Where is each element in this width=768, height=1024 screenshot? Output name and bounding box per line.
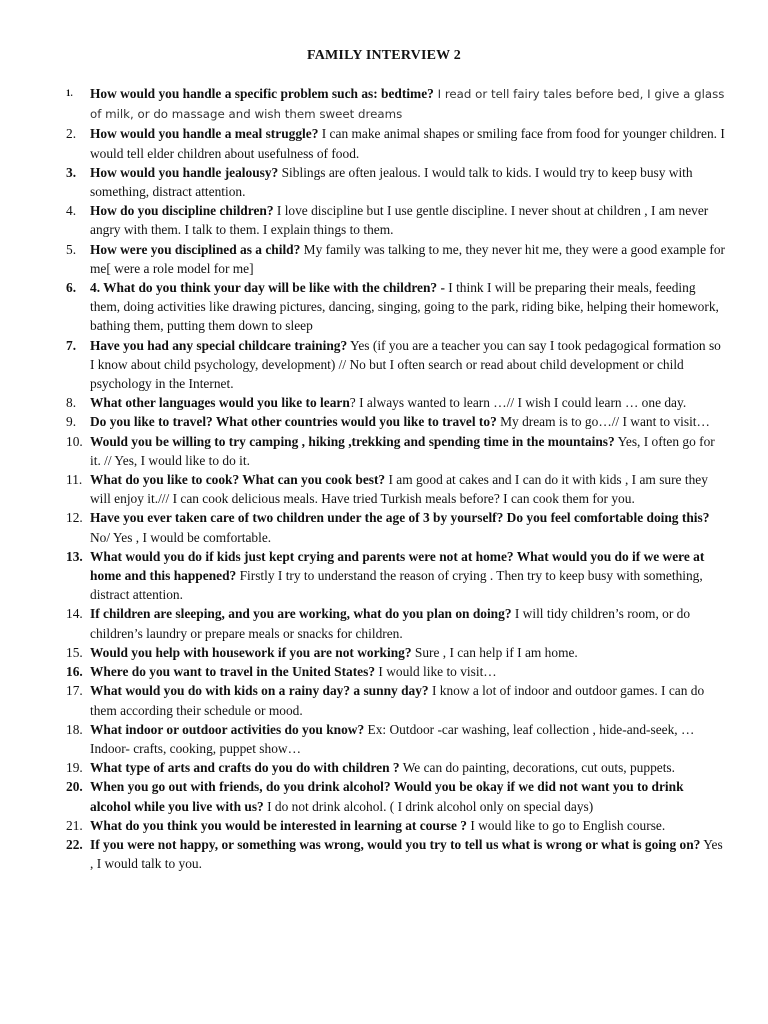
item-number: 11. bbox=[66, 472, 83, 488]
question-text: What would you do if kids just kept crying and parents were not at home? What would you do if we were at home and this happened? bbox=[90, 548, 705, 584]
item-text bbox=[90, 393, 726, 412]
question-text: How do you discipline children? bbox=[90, 203, 274, 219]
answer-text: I know a lot of indoor and outdoor games. I can do them according their schedule or mood. bbox=[90, 683, 705, 718]
answer-text: Yes (if you are a teacher you can say I took pedagogical formation so I know about child psychology, development) // No but I often search or read about child development or child psychology in the Internet. bbox=[90, 337, 721, 392]
answer-text: I would like to go to English course. bbox=[466, 817, 666, 833]
answer-text: ? I always wanted to learn …// I wish I could learn … one day. bbox=[349, 395, 687, 411]
item-text bbox=[90, 84, 726, 124]
answer-text: I love discipline but I use gentle discipline. I never shout at children , I am never angry with them. I talk to them. I explain things to them. bbox=[90, 203, 709, 238]
item-number: 7. bbox=[66, 337, 77, 353]
answer-text: Ex: Outdoor -car washing, leaf collection , hide-and-seek, …Indoor- crafts, cooking, puppet show… bbox=[90, 721, 695, 756]
item-text bbox=[90, 662, 726, 681]
item-number: 22. bbox=[66, 836, 83, 852]
answer-text: Firstly I try to understand the reason of crying . Then try to keep busy with something, distract attention. bbox=[90, 568, 703, 603]
question-text: Where do you want to travel in the United States? bbox=[90, 664, 376, 680]
item-number: 19. bbox=[66, 760, 83, 776]
list-item bbox=[66, 84, 726, 124]
question-text: What indoor or outdoor activities do you know? bbox=[90, 721, 365, 737]
item-number: 15. bbox=[66, 644, 83, 660]
question-text: If children are sleeping, and you are working, what do you plan on doing? bbox=[90, 606, 512, 622]
question-text: How were you disciplined as a child? bbox=[90, 241, 301, 257]
item-number: 1. bbox=[66, 88, 73, 98]
item-text bbox=[90, 240, 726, 278]
item-text bbox=[90, 278, 726, 336]
item-number: 5. bbox=[66, 241, 77, 257]
item-text bbox=[90, 643, 726, 662]
list-item bbox=[66, 432, 726, 470]
list-item bbox=[66, 508, 726, 546]
question-text: When you go out with friends, do you drink alcohol? Would you be okay if we did not want you to drink alcohol while you live with us? bbox=[90, 779, 684, 814]
item-text bbox=[90, 835, 726, 873]
answer-text: My family was talking to me, they never hit me, they were a good example for me[ were a role model for me] bbox=[90, 241, 725, 276]
item-text bbox=[90, 124, 726, 162]
question-text: What would you do with kids on a rainy day? a sunny day? bbox=[90, 683, 429, 699]
question-text: Would you help with housework if you are not working? bbox=[90, 644, 412, 660]
question-text: Would you be willing to try camping , hiking ,trekking and spending time in the mountains? bbox=[90, 433, 615, 449]
question-text: How would you handle jealousy? bbox=[90, 164, 279, 180]
list-item bbox=[66, 758, 726, 777]
list-item bbox=[66, 662, 726, 681]
question-text: If you were not happy, or something was wrong, would you try to tell us what is wrong or what is going on? bbox=[90, 836, 701, 852]
item-number: 6. bbox=[66, 280, 77, 296]
answer-text: Sure , I can help if I am home. bbox=[411, 644, 578, 660]
answer-text: I can make animal shapes or smiling face from food for younger children. I would tell elder children about usefulness of food. bbox=[90, 126, 725, 161]
item-number: 10. bbox=[66, 433, 83, 449]
answer-text: I will tidy children’s room, or do children’s laundry or prepare meals or snacks for children. bbox=[90, 606, 691, 641]
item-text bbox=[90, 432, 726, 470]
list-item bbox=[66, 643, 726, 662]
item-text bbox=[90, 720, 726, 758]
item-number: 4. bbox=[66, 203, 77, 219]
list-item bbox=[66, 412, 726, 431]
list-item bbox=[66, 720, 726, 758]
item-number: 8. bbox=[66, 395, 77, 411]
answer-text: No/ Yes , I would be comfortable. bbox=[90, 529, 272, 545]
list-item bbox=[66, 393, 726, 412]
item-number: 21. bbox=[66, 817, 83, 833]
list-item bbox=[66, 124, 726, 162]
item-number: 16. bbox=[66, 664, 83, 680]
answer-text: Yes , I would talk to you. bbox=[90, 836, 723, 872]
list-item bbox=[66, 777, 726, 815]
item-text bbox=[90, 470, 726, 508]
question-text: Do you like to travel? What other countries would you like to travel to? bbox=[90, 414, 497, 430]
item-text bbox=[90, 547, 726, 605]
question-list bbox=[66, 84, 726, 873]
item-number: 12. bbox=[66, 510, 83, 526]
list-item bbox=[66, 278, 726, 336]
list-item bbox=[66, 201, 726, 239]
item-number: 17. bbox=[66, 683, 83, 699]
list-item bbox=[66, 547, 726, 605]
answer-text: Siblings are often jealous. I would talk to kids. I would try to keep busy with something, distract attention. bbox=[90, 164, 693, 200]
question-text: Have you ever taken care of two children under the age of 3 by yourself? Do you feel comfortable doing this? bbox=[90, 510, 710, 526]
list-item bbox=[66, 681, 726, 719]
item-text bbox=[90, 508, 726, 546]
answer-text: My dream is to go…// I want to visit… bbox=[496, 414, 710, 430]
list-item bbox=[66, 470, 726, 508]
item-text bbox=[90, 604, 726, 642]
item-text bbox=[90, 336, 726, 394]
item-number: 9. bbox=[66, 414, 77, 430]
list-item bbox=[66, 163, 726, 201]
answer-text: I would like to visit… bbox=[375, 664, 497, 680]
question-text: What do you think you would be interested in learning at course ? bbox=[90, 817, 467, 833]
list-item bbox=[66, 604, 726, 642]
item-number: 14. bbox=[66, 606, 83, 622]
item-number: 3. bbox=[66, 164, 77, 180]
question-text: How would you handle a meal struggle? bbox=[90, 126, 319, 142]
question-text: 4. What do you think your day will be like with the children? - bbox=[90, 280, 445, 296]
item-number: 2. bbox=[66, 126, 77, 142]
item-text bbox=[90, 201, 726, 239]
answer-text: We can do painting, decorations, cut outs, puppets. bbox=[399, 760, 675, 776]
item-number: 18. bbox=[66, 721, 83, 737]
item-number: 20. bbox=[66, 779, 83, 795]
question-text: How would you handle a specific problem such as: bedtime? bbox=[90, 86, 434, 101]
list-item bbox=[66, 816, 726, 835]
answer-text: I think I will be preparing their meals, feeding them, doing activities like drawing pictures, dancing, singing, going to the park, riding bike, helping their homework, bathing them, putting them down to sleep bbox=[90, 280, 719, 334]
answer-text: I am good at cakes and I can do it with kids , I am sure they will enjoy it./// I can cook delicious meals. Have tried Turkish meals before? I can cook them for you. bbox=[90, 472, 708, 507]
list-item bbox=[66, 336, 726, 394]
item-text bbox=[90, 758, 726, 777]
question-text: What other languages would you like to learn bbox=[90, 395, 350, 411]
item-text bbox=[90, 163, 726, 201]
page-title: FAMILY INTERVIEW 2 bbox=[306, 48, 462, 63]
item-text bbox=[90, 816, 726, 835]
question-text: What type of arts and crafts do you do with children ? bbox=[90, 760, 400, 776]
question-text: What do you like to cook? What can you cook best? bbox=[90, 472, 386, 488]
answer-text: I do not drink alcohol. ( I drink alcohol only on special days) bbox=[263, 798, 594, 814]
list-item bbox=[66, 240, 726, 278]
item-text bbox=[90, 412, 726, 431]
list-item bbox=[66, 835, 726, 873]
item-number: 13. bbox=[66, 548, 83, 564]
answer-text: Yes, I often go for it. // Yes, I would like to do it. bbox=[90, 433, 715, 468]
item-text bbox=[90, 777, 726, 815]
answer-text: I read or tell fairy tales before bed, I give a glass of milk, or do massage and wish them sweet dreams bbox=[90, 87, 725, 122]
item-text bbox=[90, 681, 726, 719]
question-text: Have you had any special childcare training? bbox=[90, 337, 348, 353]
